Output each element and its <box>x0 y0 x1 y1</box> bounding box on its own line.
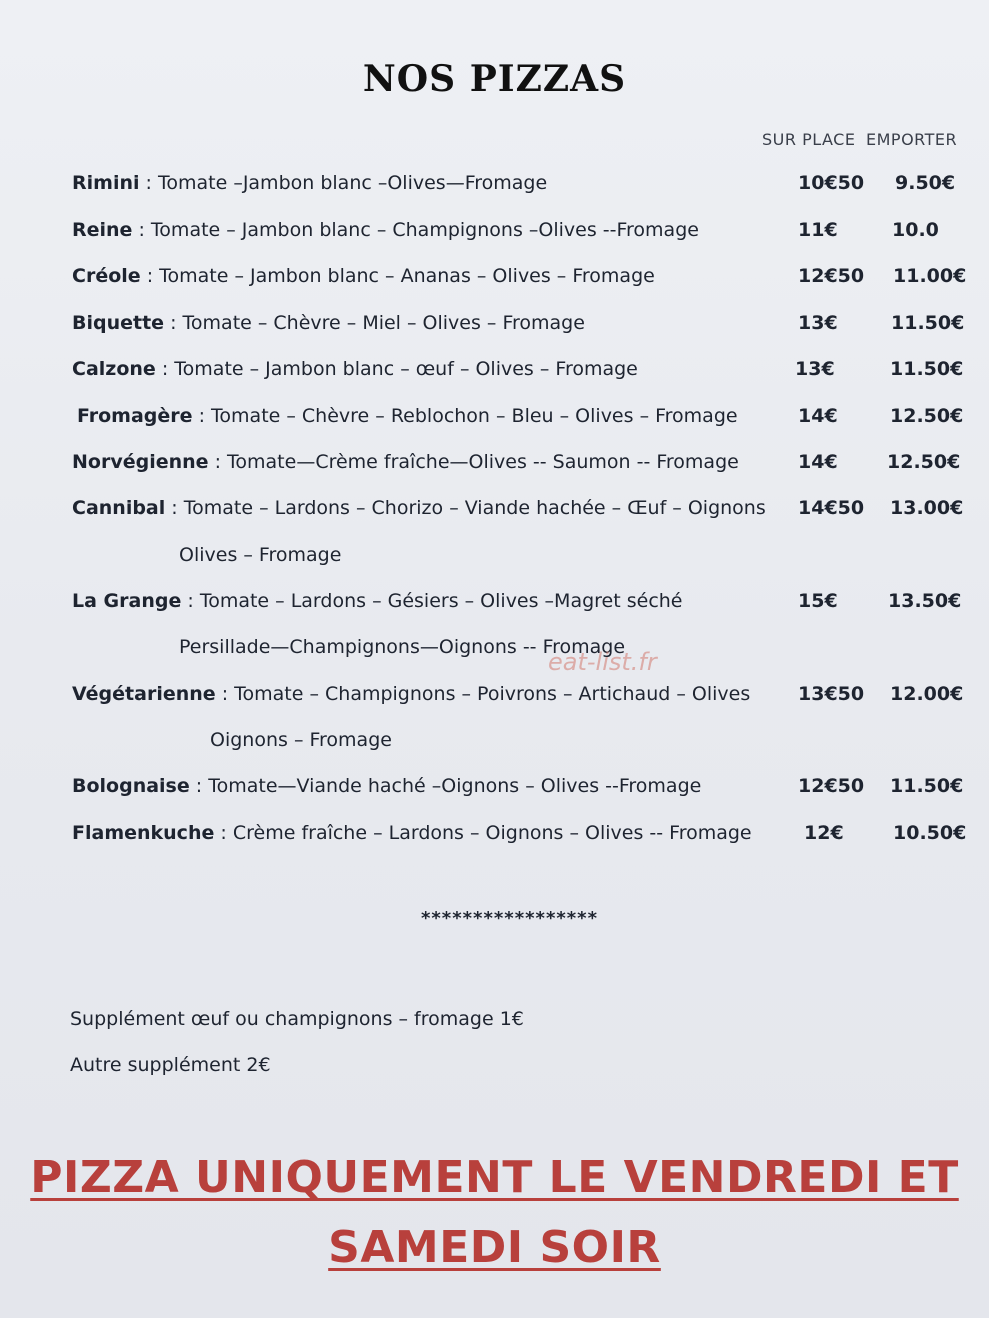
price-sur-place: 10€50 <box>798 172 865 194</box>
pizza-row-la-grange <box>0 590 989 620</box>
pizza-ingredients: Persillade—Champignons—Oignons -- Fromage <box>179 636 626 658</box>
pizza-row-norvegienne <box>0 451 989 481</box>
pizza-row-flamenkuche <box>0 822 989 852</box>
price-emporter: 10.0 <box>892 219 939 241</box>
pizza-ingredients: : Tomate –Jambon blanc –Olives—Fromage <box>139 172 548 194</box>
price-sur-place: 13€50 <box>798 683 865 705</box>
price-emporter: 10.50€ <box>893 822 967 844</box>
supplement-line: Supplément œuf ou champignons – fromage 1€ <box>70 1008 524 1030</box>
price-sur-place: 12€50 <box>798 265 865 287</box>
price-emporter: 12.50€ <box>890 405 964 427</box>
pizza-row-vegetarienne-continued <box>0 729 989 759</box>
price-emporter: 13.00€ <box>890 497 964 519</box>
pizza-ingredients: : Tomate – Jambon blanc – Ananas – Olives – Fromage <box>140 265 655 287</box>
pizza-row-la-grange-continued <box>0 636 989 666</box>
pizza-ingredients: : Tomate – Chèvre – Reblochon – Bleu – Olives – Fromage <box>192 405 738 427</box>
pizza-name: Végétarienne <box>72 683 216 705</box>
price-sur-place: 14€50 <box>798 497 865 519</box>
pizza-name: La Grange <box>72 590 182 612</box>
pizza-ingredients: : Tomate – Jambon blanc – Champignons –Olives --Fromage <box>132 219 699 241</box>
pizza-row-bolognaise <box>0 775 989 805</box>
opening-notice-line-2: SAMEDI SOIR <box>328 1222 661 1273</box>
separator-stars: ***************** <box>420 908 599 929</box>
pizza-row-creole <box>0 265 989 295</box>
pizza-ingredients: : Tomate—Crème fraîche—Olives -- Saumon -- Fromage <box>208 451 739 473</box>
pizza-row-fromagere <box>0 405 989 435</box>
column-header-emporter: EMPORTER <box>866 130 958 149</box>
price-sur-place: 12€50 <box>798 775 865 797</box>
pizza-ingredients: : Tomate—Viande haché –Oignons – Olives --Fromage <box>189 775 702 797</box>
pizza-name: Calzone <box>72 358 156 380</box>
column-header-sur-place: SUR PLACE <box>762 130 856 149</box>
pizza-name: Flamenkuche <box>72 822 215 844</box>
pizza-ingredients: : Crème fraîche – Lardons – Oignons – Olives -- Fromage <box>214 822 752 844</box>
pizza-ingredients: Olives – Fromage <box>179 544 342 566</box>
price-emporter: 12.00€ <box>890 683 964 705</box>
pizza-name: Biquette <box>72 312 165 334</box>
pizza-row-reine <box>0 219 989 249</box>
price-sur-place: 12€ <box>804 822 844 844</box>
pizza-ingredients: : Tomate – Chèvre – Miel – Olives – Fromage <box>164 312 585 334</box>
pizza-name: Norvégienne <box>72 451 209 473</box>
pizza-name: Rimini <box>72 172 140 194</box>
price-sur-place: 14€ <box>798 451 838 473</box>
price-sur-place: 15€ <box>798 590 838 612</box>
opening-notice-line-1: PIZZA UNIQUEMENT LE VENDREDI ET <box>30 1152 959 1203</box>
pizza-ingredients: Oignons – Fromage <box>210 729 392 751</box>
pizza-ingredients: : Tomate – Lardons – Chorizo – Viande hachée – Œuf – Oignons <box>165 497 766 519</box>
price-sur-place: 14€ <box>798 405 838 427</box>
price-emporter: 13.50€ <box>888 590 962 612</box>
price-sur-place: 11€ <box>798 219 838 241</box>
pizza-row-rimini <box>0 172 989 202</box>
pizza-ingredients: : Tomate – Champignons – Poivrons – Artichaud – Olives <box>215 683 751 705</box>
pizza-row-vegetarienne <box>0 683 989 713</box>
pizza-ingredients: : Tomate – Lardons – Gésiers – Olives –Magret séché <box>181 590 683 612</box>
pizza-name: Reine <box>72 219 133 241</box>
price-emporter: 11.50€ <box>891 312 965 334</box>
price-emporter: 11.00€ <box>893 265 967 287</box>
watermark: eat-list.fr <box>548 648 657 676</box>
pizza-row-biquette <box>0 312 989 342</box>
pizza-name: Créole <box>72 265 141 287</box>
price-emporter: 11.50€ <box>890 775 964 797</box>
price-emporter: 12.50€ <box>887 451 961 473</box>
price-sur-place: 13€ <box>795 358 835 380</box>
pizza-name: Bolognaise <box>72 775 190 797</box>
pizza-row-cannibal <box>0 497 989 527</box>
page-title: NOS PIZZAS <box>362 58 627 100</box>
price-emporter: 11.50€ <box>890 358 964 380</box>
pizza-ingredients: : Tomate – Jambon blanc – œuf – Olives – Fromage <box>155 358 638 380</box>
pizza-row-calzone <box>0 358 989 388</box>
price-emporter: 9.50€ <box>895 172 956 194</box>
price-sur-place: 13€ <box>798 312 838 334</box>
pizza-row-cannibal-continued <box>0 544 989 574</box>
supplement-line: Autre supplément 2€ <box>70 1054 271 1076</box>
pizza-name: Fromagère <box>77 405 193 427</box>
pizza-name: Cannibal <box>72 497 166 519</box>
